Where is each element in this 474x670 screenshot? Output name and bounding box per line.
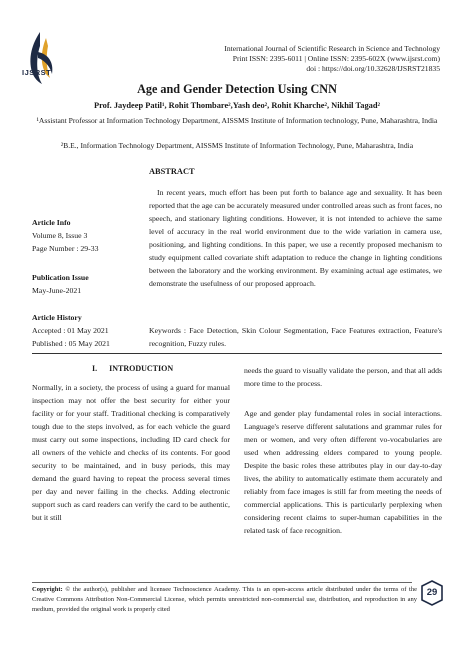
journal-logo-text: IJSRST	[22, 68, 52, 77]
abstract-text: In recent years, much effort has been put forth to balance age and sexuality. It has been reported that the age can be accurately measured under controlled areas such as front faces, no speech, and stationary lighting conditions. However, it is not intended to achieve the same level of accuracy in the real world environment due to the wide variation in camera use, positioning, and lighting conditions. In this paper, we use a recently proposed mechanism to study equipment called covariate shift adaptation to reduce the change in lighting conditions between the laboratory and the working environment. By examining actual age estimates, we demonstrate the usefulness of our proposed approach.	[149, 188, 442, 288]
journal-name: International Journal of Scientific Research in Science and Technology	[224, 44, 440, 53]
affiliation-1: ¹Assistant Professor at Information Technology Department, AISSMS Institute of Information technology, Pune, Maharashtra, India	[36, 116, 438, 125]
article-info	[32, 216, 144, 255]
article-info-heading: Article Info	[32, 218, 71, 227]
accepted-date: Accepted : 01 May 2021	[32, 326, 109, 335]
intro-left-column	[32, 381, 230, 524]
publication-issue	[32, 271, 144, 297]
abstract-heading: ABSTRACT	[149, 167, 195, 176]
intro-paragraph-2: Age and gender play fundamental roles in social interactions. Language's reserve different salutations and grammar rules for men or women, and very often different vo-vocabularies are used when addressing elders compared to young people. Despite the basic roles these attributes play in our day-to-day lives, the ability to automatically estimate them accurately and reliably from face images is still far from meeting the needs of commercial applications. This is particularly perplexing when considering recent claims to super-human capabilities in the related task of face recognition.	[244, 409, 442, 535]
paper-authors: Prof. Jaydeep Patil¹, Rohit Thombare²,Yash deo², Rohit Kharche², Nikhil Tagad²	[93, 101, 381, 110]
publication-issue-value: May-June-2021	[32, 286, 82, 295]
section-title: INTRODUCTION	[109, 364, 174, 373]
journal-header	[140, 44, 440, 74]
affiliation-2: ²B.E., Information Technology Department, AISSMS Institute of Information Technology, Pune, Maharashtra, India	[60, 141, 414, 150]
copyright-label: Copyright:	[32, 586, 63, 593]
section-number: I.	[92, 364, 98, 373]
keywords: Keywords : Face Detection, Skin Colour Segmentation, Face Features extraction, Feature's recognition, Fuzzy rules.	[149, 326, 442, 348]
intro-right-continuation	[244, 364, 442, 390]
intro-right-column	[244, 407, 442, 537]
paper-title: Age and Gender Detection Using CNN	[137, 82, 337, 96]
article-history-heading: Article History	[32, 313, 82, 322]
journal-logo-icon	[18, 28, 66, 90]
copyright-footer	[32, 585, 417, 615]
footer-divider	[32, 582, 412, 583]
intro-paragraph-1: Normally, in a society, the process of using a guard for manual inspection may not offer the best security for either your facility or for your staff. Traditional checking is comparatively tough due to the steps involved, as for each vehicle the guard must carry out some inspections, including ID card check for all owners of the vehicle and checks of its contents. For good security to be maintained, and in busy periods, this may demand the guard having to repeat the process several times per day and never failing in the checks. Adding electronic support such as card readers can verify the card to be authentic, but it still	[32, 383, 230, 522]
article-pages: Page Number : 29-33	[32, 244, 99, 253]
published-date: Published : 05 May 2021	[32, 339, 110, 348]
section-divider	[32, 353, 442, 354]
journal-doi[interactable]: doi : https://doi.org/10.32628/IJSRST21835	[306, 64, 440, 73]
page-number: 29	[426, 587, 438, 598]
section-heading	[92, 364, 173, 373]
publication-issue-heading: Publication Issue	[32, 273, 89, 282]
intro-paragraph-1-cont: needs the guard to visually validate the person, and that all adds more time to the process.	[244, 366, 442, 388]
article-volume: Volume 8, Issue 3	[32, 231, 88, 240]
journal-issn[interactable]: Print ISSN: 2395-6011 | Online ISSN: 2395-602X (www.ijsrst.com)	[232, 54, 440, 63]
copyright-text: © the author(s), publisher and licensee Technoscience Academy. This is an open-access article distributed under the terms of the Creative Commons Attribution Non-Commercial License, which permits unrestricted non-commercial use, distribution, and reproduction in any medium, provided the original work is properly cited	[32, 586, 417, 613]
article-history	[32, 311, 144, 350]
